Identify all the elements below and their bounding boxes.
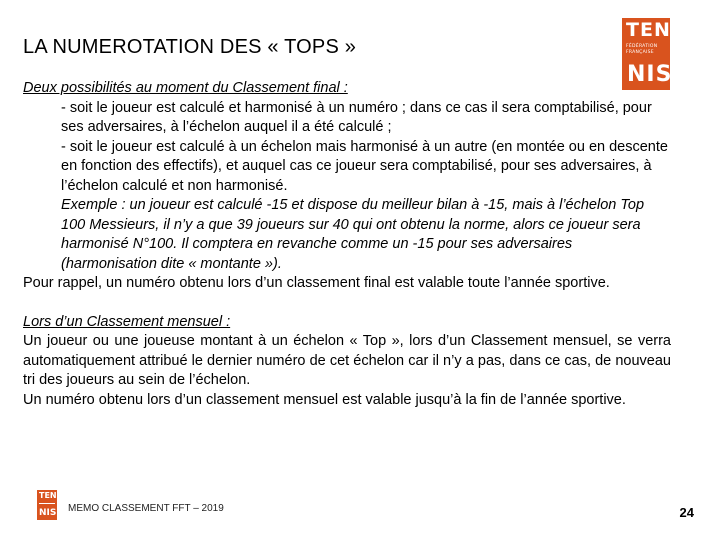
bullet-1: - soit le joueur est calculé et harmonisé à un numéro ; dans ce cas il sera comptabilisé, pour ses adversaires, à l’échelon auquel il a été calculé ;	[61, 99, 652, 135]
footer-logo-rule	[39, 503, 55, 504]
section2-heading: Lors d’un Classement mensuel :	[23, 313, 231, 330]
footer-logo-top: TEN	[39, 491, 57, 500]
bullet-2: - soit le joueur est calculé à un échelon mais harmonisé à un autre (en montée ou en descente en fonction des effectifs), et auquel cas ce joueur sera comptabilisé, pour ses adversaires, à l’échelon calculé et non harmonisé.	[61, 138, 668, 194]
content-body	[23, 79, 671, 410]
footer-logo-bottom: NIS	[39, 508, 57, 518]
footer-logo	[37, 490, 57, 520]
monthly-paragraph-2: Un numéro obtenu lors d’un classement mensuel est valable jusqu’à la fin de l’année sportive.	[23, 391, 626, 408]
logo-text-top: TEN	[626, 19, 671, 41]
logo-text-bottom: NIS	[627, 62, 673, 87]
example-text: Exemple : un joueur est calculé -15 et dispose du meilleur bilan à -15, mais à l’échelon Top 100 Messieurs, il n’y a que 39 joueurs sur 40 qui ont obtenu la norme, alors ce joueur sera harmonisé N°100. Il comptera en revanche comme un -15 pour ses adversaires (harmonisation dite « montante »).	[61, 197, 645, 272]
footer-text: MEMO CLASSEMENT FFT – 2019	[68, 503, 224, 514]
page-title: LA NUMEROTATION DES « TOPS »	[23, 36, 357, 58]
monthly-paragraph-1: Un joueur ou une joueuse montant à un échelon « Top », lors d’un Classement mensuel, se verra automatiquement attribué le dernier numéro de cet échelon car il n’y a pas, dans ce cas, de nouveau tri des joueurs au sein de l’échelon.	[23, 333, 671, 388]
logo-federation-text: FÉDÉRATION FRANÇAISE	[626, 44, 658, 55]
page-number: 24	[679, 505, 694, 520]
spacer	[23, 294, 671, 313]
reminder-text: Pour rappel, un numéro obtenu lors d’un classement final est valable toute l’année sportive.	[23, 275, 610, 291]
section1-heading: Deux possibilités au moment du Classement final :	[23, 80, 348, 96]
